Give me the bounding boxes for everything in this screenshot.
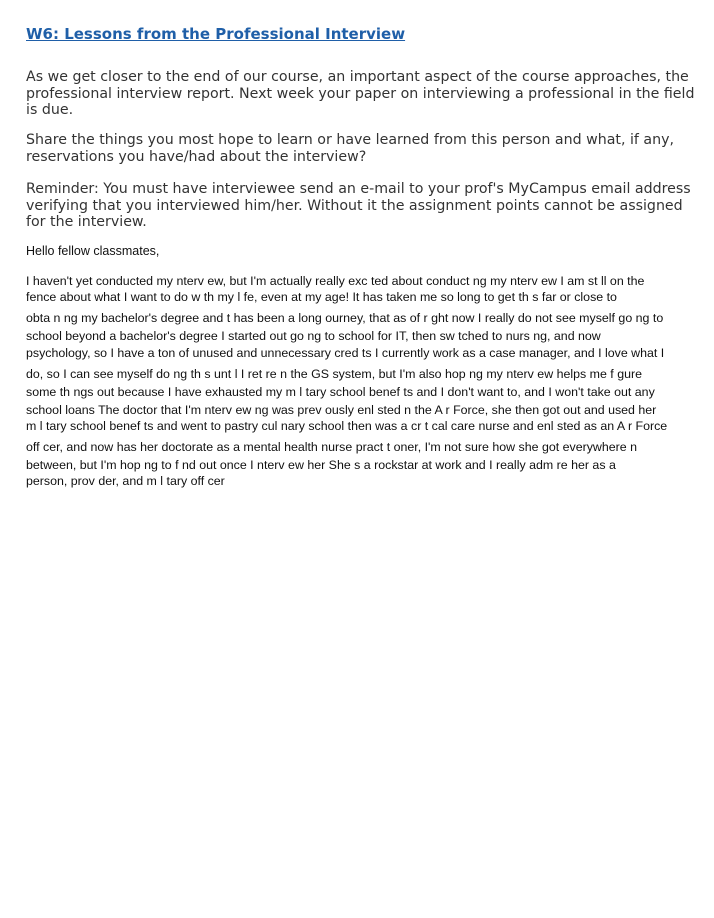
post-line: m l tary school benef ts and went to pastry cul nary school then was a cr t cal care nurse and enl sted as an A r Force (26, 419, 668, 433)
post-line: person, prov der, and m l tary off cer (26, 474, 225, 488)
post-line: school loans The doctor that I'm nterv ew ng was prev ously enl sted n the A r Force, she then got out and used her (26, 403, 657, 417)
prompt-paragraph-1: As we get closer to the end of our course, an important aspect of the course approaches, the professional interview report. Next week your paper on interviewing a professional in the field is due. (26, 69, 695, 118)
prompt-reminder: Reminder: You must have interviewee send an e-mail to your prof's MyCampus email address verifying that you interviewed him/her. Without it the assignment points cannot be assigned for the interview. (26, 181, 691, 230)
post-line: off cer, and now has her doctorate as a mental health nurse pract t oner, I'm not sure how she got everywhere n (26, 440, 638, 454)
post-line: do, so I can see myself do ng th s unt l I ret re n the GS system, but I'm also hop ng my nterv ew helps me f gure (26, 367, 642, 381)
post-line: some th ngs out because I have exhausted my m l tary school benef ts and I don't want to, and I won't take out any (26, 385, 655, 399)
post-line: school beyond a bachelor's degree I started out go ng to school for IT, then sw tched to nurs ng, and now (26, 329, 601, 343)
post-line: between, but I'm hop ng to f nd out once I nterv ew her She s a rockstar at work and I really adm re her as a (26, 458, 616, 472)
page-title[interactable]: W6: Lessons from the Professional Interview (26, 25, 406, 43)
post-line: obta n ng my bachelor's degree and t has been a long ourney, that as of r ght now I really do not see myself go ng to (26, 311, 664, 325)
post-line: I haven't yet conducted my nterv ew, but I'm actually really exc ted about conduct ng my nterv ew I am st ll on the (26, 274, 645, 288)
prompt-paragraph-2: Share the things you most hope to learn or have learned from this person and what, if any, reservations you have/had about the interview? (26, 132, 675, 165)
post-greeting: Hello fellow classmates, (26, 244, 160, 258)
post-line: psychology, so I have a ton of unused and unnecessary cred ts I currently work as a case manager, and I love what I (26, 346, 665, 360)
post-line: fence about what I want to do w th my l fe, even at my age! It has taken me so long to get th s far or close to (26, 290, 617, 304)
